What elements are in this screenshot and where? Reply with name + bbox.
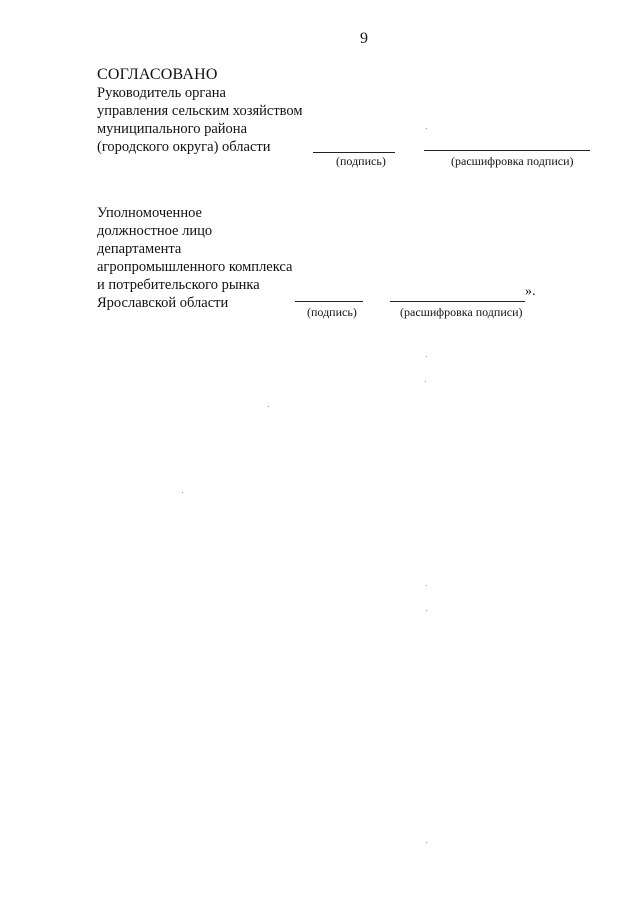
- approval-line: управления сельским хозяйством: [97, 103, 303, 119]
- scan-speck: [425, 381, 426, 382]
- authorized-line: департамента: [97, 241, 182, 257]
- authorized-decoding-caption: (расшифровка подписи): [400, 305, 523, 319]
- approval-decoding-line: [424, 150, 590, 151]
- approval-line: Руководитель органа: [97, 85, 226, 101]
- authorized-signature-caption: (подпись): [307, 305, 357, 319]
- approval-signature-line: [313, 152, 395, 153]
- page-number: 9: [360, 30, 368, 47]
- authorized-decoding-line: [390, 301, 525, 302]
- authorized-line: должностное лицо: [97, 223, 213, 239]
- authorized-signature-line: [295, 301, 363, 302]
- scan-speck: [268, 406, 269, 407]
- approval-line: муниципального района: [97, 121, 247, 137]
- authorized-line: Ярославской области: [97, 295, 229, 311]
- authorized-line: агропромышленного комплекса: [97, 259, 293, 275]
- closing-quote: ».: [525, 284, 536, 299]
- scan-speck: [426, 585, 427, 586]
- authorized-block: [97, 204, 292, 312]
- scan-speck: [426, 610, 427, 611]
- approval-heading: СОГЛАСОВАНО: [97, 66, 218, 83]
- approval-block: [97, 66, 303, 156]
- scan-speck: [426, 842, 427, 843]
- authorized-line: Уполномоченное: [97, 205, 202, 221]
- approval-line: (городского округа) области: [97, 139, 271, 155]
- approval-signature-caption: (подпись): [336, 154, 386, 168]
- scan-speck: [426, 356, 427, 357]
- scan-speck: [182, 492, 183, 493]
- authorized-line: и потребительского рынка: [97, 277, 260, 293]
- approval-decoding-caption: (расшифровка подписи): [451, 154, 574, 168]
- scan-speck: [426, 128, 427, 129]
